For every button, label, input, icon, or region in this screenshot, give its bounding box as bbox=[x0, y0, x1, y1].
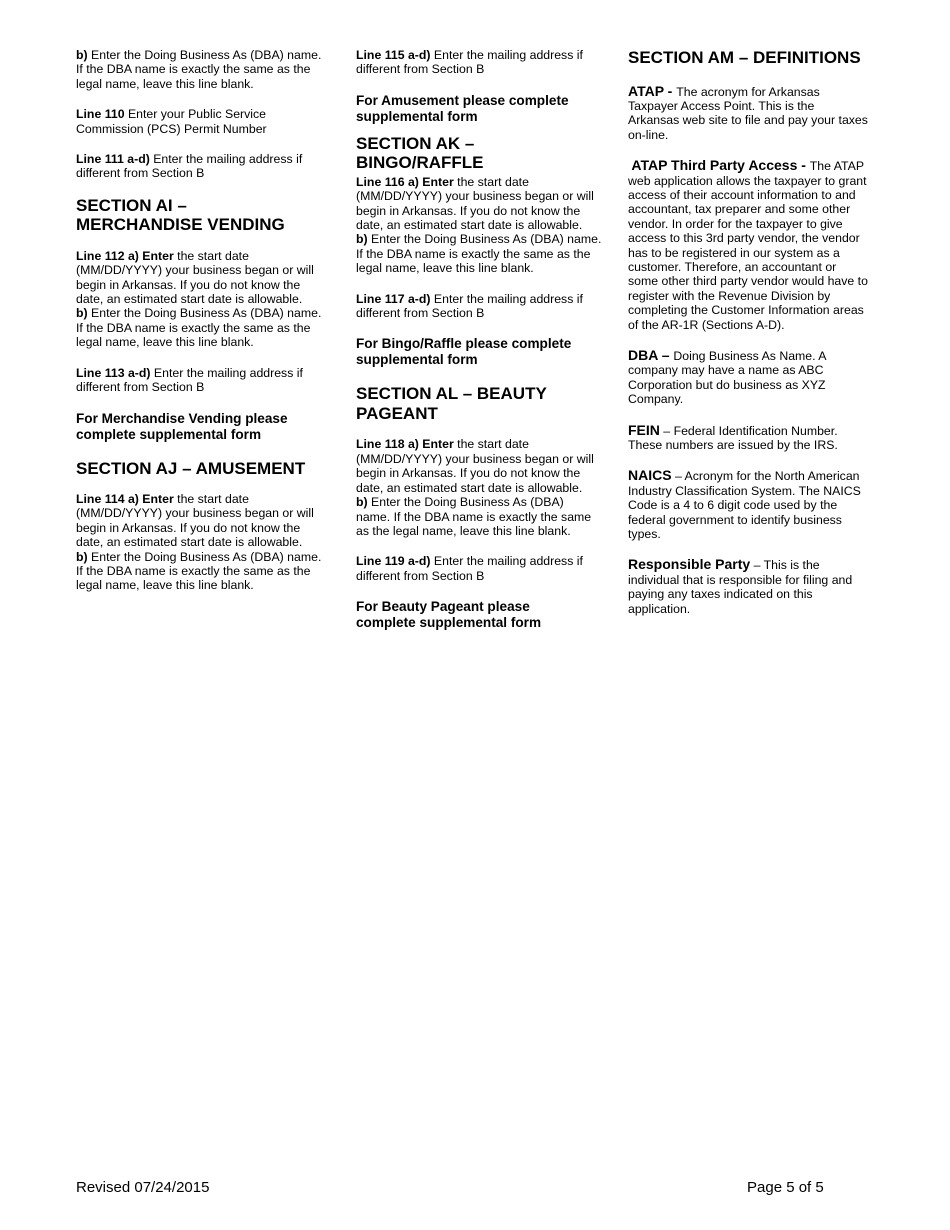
definition-text: – This is the individual that is responsible for filing and paying any taxes indicated on this application. bbox=[628, 558, 853, 616]
paragraph bbox=[76, 366, 326, 395]
paragraph-text: Enter the mailing address if different from Section B bbox=[356, 48, 583, 77]
paragraph-text: Enter the Doing Business As (DBA) name. If the DBA name is exactly the same as the legal name, leave this line blank. bbox=[356, 232, 602, 276]
line-label: b) bbox=[76, 306, 88, 321]
paragraph-text: the start date (MM/DD/YYYY) your business began or will begin in Arkansas. If you do not know the date, an estimated start date is allowable. bbox=[356, 174, 594, 233]
line-label: Line 112 a) Enter bbox=[76, 248, 174, 263]
paragraph-text: Enter your Public Service Commission (PCS) Permit Number bbox=[76, 107, 267, 136]
paragraph-text: Enter the Doing Business As (DBA) name. If the DBA name is exactly the same as the legal name, leave this line blank. bbox=[76, 549, 322, 593]
paragraph-text: Enter the mailing address if different from Section B bbox=[356, 291, 583, 321]
supplemental-note: For Merchandise Vending please complete supplemental form bbox=[76, 410, 288, 442]
definition-text: – Federal Identification Number. These numbers are issued by the IRS. bbox=[628, 423, 838, 453]
definition-text: Doing Business As Name. A company may have a name as ABC Corporation but do business as XYZ Company. bbox=[628, 349, 826, 407]
line-label: Line 117 a-d) bbox=[356, 291, 431, 306]
paragraph-text: the start date (MM/DD/YYYY) your business began or will begin in Arkansas. If you do not know the date, an estimated start date is allowable. bbox=[356, 437, 594, 495]
line-label: Line 111 a-d) bbox=[76, 152, 150, 167]
paragraph bbox=[356, 292, 606, 321]
paragraph-text: Enter the mailing address if different from Section B bbox=[76, 365, 303, 395]
line-label: b) bbox=[356, 495, 368, 510]
section-heading: SECTION AK – BINGO/RAFFLE bbox=[356, 133, 484, 173]
definition-term: Responsible Party bbox=[628, 556, 751, 573]
definition-text: – Acronym for the North American Industry Classification System. The NAICS Code is a 4 to 6 digit code used by the federal government to identify business types. bbox=[628, 469, 861, 542]
section-heading: SECTION AM – DEFINITIONS bbox=[628, 48, 861, 67]
paragraph bbox=[76, 249, 326, 350]
definition-term: DBA – bbox=[628, 347, 674, 363]
line-label: Line 114 a) Enter bbox=[76, 492, 174, 506]
definition-text: The ATAP web application allows the taxpayer to grant access of their account information to and accountant, tax preparer and some other vendor. In order for the taxpayer to give access to this 3rd party vendor, the vendor has to be registered in our system as a customer. Therefore, an accountant or some other third party vendor would have to register with the Revenue Division by completing the Customer Information areas of the AR-1R (Sections A-D). bbox=[628, 159, 868, 332]
paragraph bbox=[356, 48, 606, 77]
column-1 bbox=[76, 48, 326, 609]
definition-term: ATAP Third Party Access - bbox=[628, 157, 810, 174]
supplemental-note: For Beauty Pageant please complete supplemental form bbox=[356, 599, 542, 631]
line-label: Line 113 a-d) bbox=[76, 365, 151, 380]
definition bbox=[628, 348, 843, 407]
section-heading: SECTION AI – MERCHANDISE VENDING bbox=[76, 195, 285, 235]
definition-text: The acronym for Arkansas Taxpayer Access Point. This is the Arkansas web site to file and pay your taxes on-line. bbox=[628, 84, 868, 142]
paragraph bbox=[76, 107, 326, 136]
paragraph-text: Enter the Doing Business As (DBA) name. If the DBA name is exactly the same as the legal name, leave this line blank. bbox=[76, 48, 322, 91]
paragraph-text: the start date (MM/DD/YYYY) your business began or will begin in Arkansas. If you do not know the date, an estimated start date is allowable. bbox=[76, 248, 314, 307]
definition-term: ATAP - bbox=[628, 82, 677, 99]
line-label: b) bbox=[76, 549, 88, 564]
line-label: b) bbox=[356, 232, 368, 247]
line-label: Line 110 bbox=[76, 107, 125, 122]
definition bbox=[628, 557, 858, 616]
paragraph-text: Enter the mailing address if different from Section B bbox=[76, 152, 303, 181]
paragraph bbox=[356, 175, 606, 276]
paragraph-text: Enter the mailing address if different from Section B bbox=[356, 554, 583, 583]
definition bbox=[628, 423, 868, 453]
supplemental-note: For Bingo/Raffle please complete supplemental form bbox=[356, 336, 572, 368]
line-label: Line 118 a) Enter bbox=[356, 437, 454, 452]
page-number: Page 5 of 5 bbox=[747, 1179, 824, 1196]
line-label: Line 115 a-d) bbox=[356, 48, 431, 62]
line-label: Line 119 a-d) bbox=[356, 554, 431, 569]
definition bbox=[628, 84, 868, 143]
revised-date: Revised 07/24/2015 bbox=[76, 1179, 210, 1196]
paragraph-text: Enter the Doing Business As (DBA) name. If the DBA name is exactly the same as the legal name, leave this line blank. bbox=[76, 306, 322, 350]
section-heading: SECTION AJ – AMUSEMENT bbox=[76, 458, 306, 478]
paragraph bbox=[356, 437, 596, 538]
paragraph-text: Enter the Doing Business As (DBA) name. If the DBA name is exactly the same as the legal name, leave this line blank. bbox=[356, 495, 592, 538]
definition-term: NAICS bbox=[628, 467, 672, 484]
column-2 bbox=[356, 48, 606, 647]
definition bbox=[628, 468, 868, 541]
paragraph bbox=[76, 152, 326, 181]
paragraph bbox=[76, 492, 326, 593]
line-label: Line 116 a) Enter bbox=[356, 174, 454, 189]
definition-term: FEIN bbox=[628, 421, 660, 438]
section-heading: SECTION AL – BEAUTY PAGEANT bbox=[356, 384, 547, 423]
supplemental-note: For Amusement please complete supplemental form bbox=[356, 92, 569, 124]
paragraph bbox=[76, 48, 326, 91]
paragraph bbox=[356, 554, 606, 583]
column-3 bbox=[628, 48, 868, 632]
line-label: b) bbox=[76, 48, 88, 62]
paragraph-text: the start date (MM/DD/YYYY) your business began or will begin in Arkansas. If you do not know the date, an estimated start date is allowable. bbox=[76, 492, 314, 550]
definition bbox=[628, 158, 868, 332]
